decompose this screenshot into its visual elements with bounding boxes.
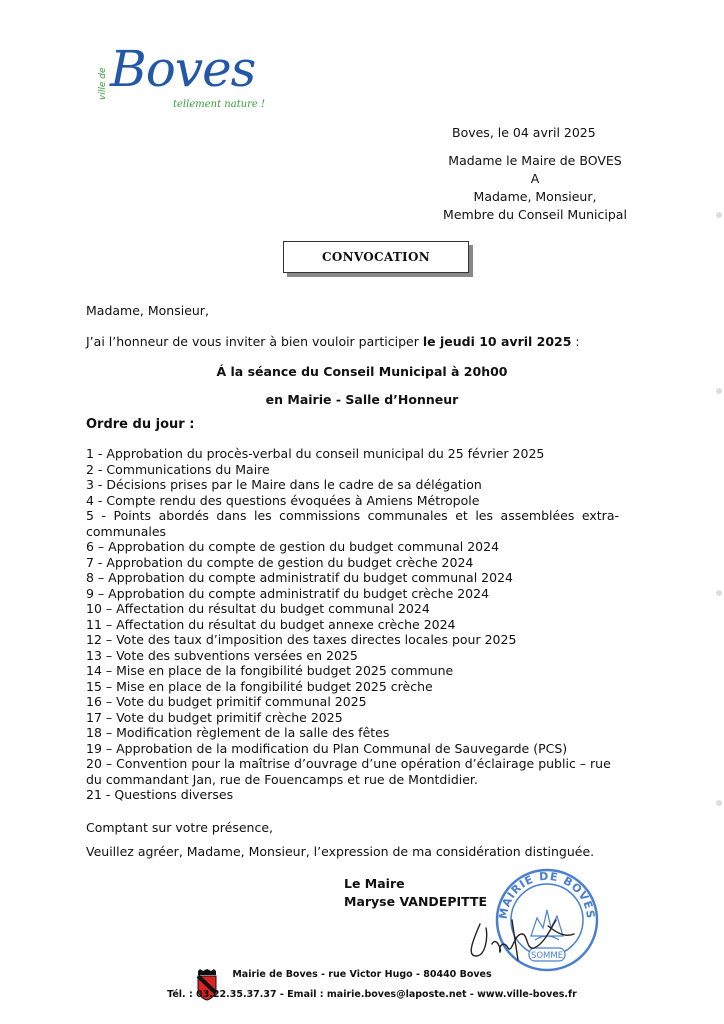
agenda-item: 1 - Approbation du procès-verbal du conseil municipal du 25 février 2025 — [86, 446, 545, 461]
agenda-item: 8 – Approbation du compte administratif du budget communal 2024 — [86, 570, 513, 585]
agenda-list — [86, 446, 641, 803]
footer-address: Mairie de Boves - rue Victor Hugo - 80440 Boves — [232, 969, 492, 980]
closing-formula: Veuillez agréer, Madame, Monsieur, l’expression de ma considération distinguée. — [86, 844, 595, 859]
agenda-item: 10 – Affectation du résultat du budget communal 2024 — [86, 601, 430, 616]
agenda-item: 6 – Approbation du compte de gestion du budget communal 2024 — [86, 539, 500, 554]
agenda-item: 9 – Approbation du compte administratif du budget crèche 2024 — [86, 585, 490, 601]
agenda-item: 16 – Vote du budget primitif communal 2025 — [86, 694, 367, 709]
letter-date: Boves, le 04 avril 2025 — [452, 125, 596, 140]
recipient-line-2: Membre du Conseil Municipal — [443, 207, 627, 222]
closing-presence: Comptant sur votre présence, — [86, 820, 274, 835]
greeting: Madame, Monsieur, — [86, 303, 209, 318]
invitation-date: le jeudi 10 avril 2025 — [422, 334, 572, 349]
agenda-item: 20 – Convention pour la maîtrise d’ouvrage d’une opération d’éclairage public – rue — [86, 756, 611, 771]
agenda-item: 14 – Mise en place de la fongibilité budget 2025 commune — [86, 663, 454, 678]
agenda-item: 11 – Affectation du résultat du budget annexe crèche 2024 — [86, 616, 456, 632]
addressee-block — [420, 152, 650, 224]
footer-contact: Tél. : 03.22.35.37.37 - Email : mairie.boves@laposte.net - www.ville-boves.fr — [167, 989, 577, 1000]
agenda-item: 7 - Approbation du compte de gestion du budget crèche 2024 — [86, 554, 474, 570]
agenda-item: 15 – Mise en place de la fongibilité budget 2025 crèche — [86, 678, 433, 694]
invitation-line — [86, 334, 580, 349]
boves-logo — [98, 40, 268, 122]
scan-margin-dot — [716, 590, 722, 596]
convocation-title: CONVOCATION — [283, 241, 469, 273]
agenda-item: communales — [86, 523, 167, 539]
invitation-end: : — [571, 334, 580, 349]
agenda-item: du commandant Jan, rue de Fouencamps et rue de Montdidier. — [86, 771, 478, 787]
scan-margin-dot — [716, 388, 722, 394]
recipient-line-1: Madame, Monsieur, — [473, 189, 597, 204]
logo-ville-de: ville de — [98, 67, 108, 100]
scan-margin-dot — [716, 212, 722, 218]
signature-name: Maryse VANDEPITTE — [344, 894, 488, 909]
agenda-item: 17 – Vote du budget primitif crèche 2025 — [86, 709, 343, 725]
stamp-bottom-text: SOMME — [530, 951, 564, 961]
agenda-item: 2 - Communications du Maire — [86, 461, 270, 477]
location-line: en Mairie - Salle d’Honneur — [265, 392, 459, 407]
logo-name: Boves — [110, 40, 256, 98]
stamp-top-text: MAIRIE DE BOVES — [496, 869, 598, 920]
session-line: Á la séance du Conseil Municipal à 20h00 — [216, 364, 508, 379]
signature-role: Le Maire — [344, 876, 405, 891]
agenda-item: 21 - Questions diverses — [86, 787, 234, 802]
agenda-item: 19 – Approbation de la modification du Plan Communal de Sauvegarde (PCS) — [86, 740, 568, 756]
handwritten-signature-icon — [452, 890, 592, 970]
agenda-item: 4 - Compte rendu des questions évoquées à Amiens Métropole — [86, 492, 480, 508]
agenda-item: 5 - Points abordés dans les commissions communales et les assemblées extra- — [86, 508, 619, 523]
agenda-item: 13 – Vote des subventions versées en 2025 — [86, 647, 358, 663]
to-line: A — [530, 171, 540, 186]
sender-line: Madame le Maire de BOVES — [448, 153, 622, 168]
scan-margin-dot — [716, 800, 722, 806]
agenda-item: 12 – Vote des taux d’imposition des taxes directes locales pour 2025 — [86, 632, 517, 647]
invitation-text: J’ai l’honneur de vous inviter à bien vouloir participer — [86, 334, 423, 349]
agenda-item: 3 - Décisions prises par le Maire dans le cadre de sa délégation — [86, 477, 482, 492]
logo-tagline: tellement nature ! — [173, 99, 266, 110]
agenda-title: Ordre du jour : — [86, 417, 195, 432]
agenda-item: 18 – Modification règlement de la salle des fêtes — [86, 725, 390, 740]
